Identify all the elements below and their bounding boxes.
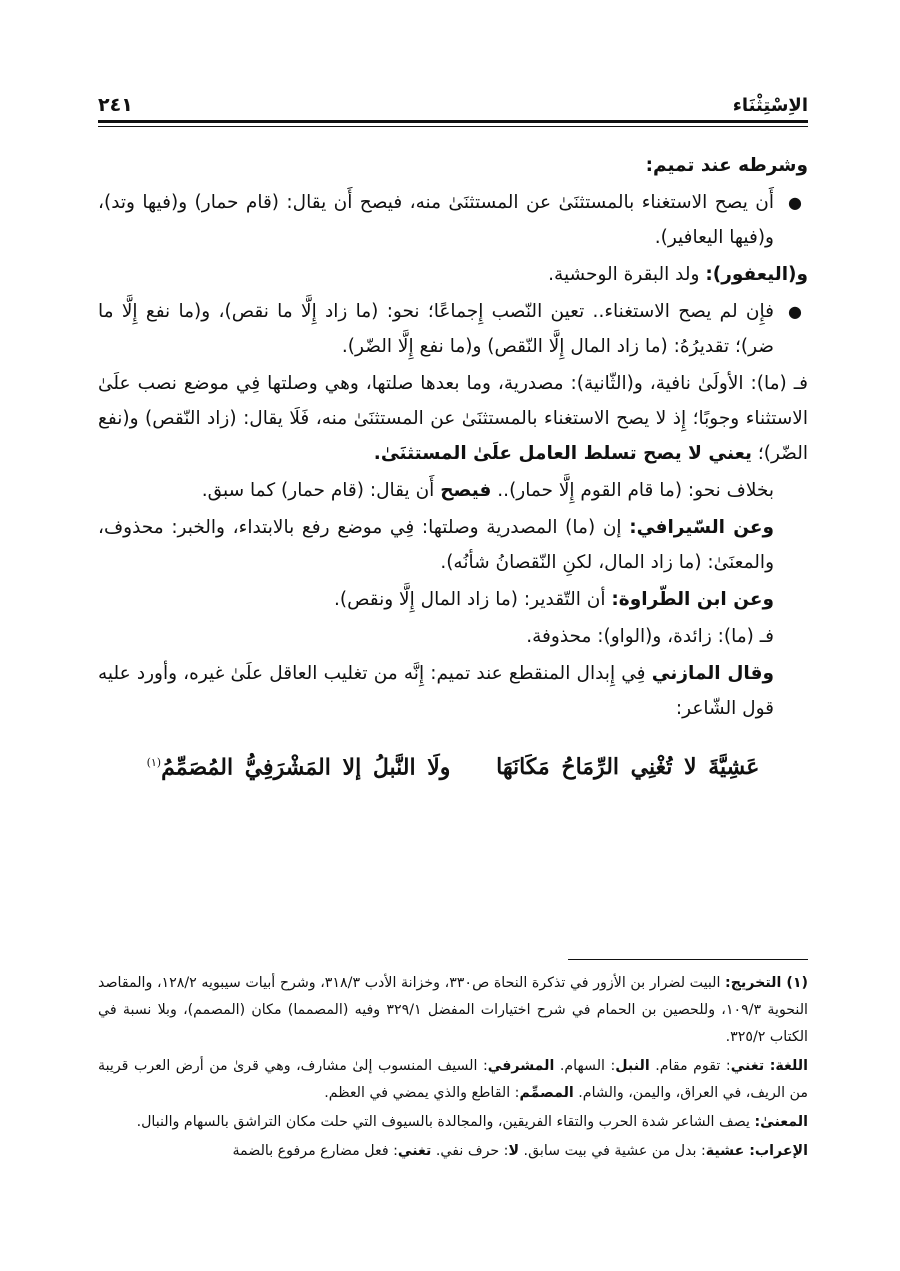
main-text [98, 148, 808, 786]
term-definition: ولد البقرة الوحشية. [548, 264, 706, 285]
paragraph-ibn-tarawa [98, 582, 808, 617]
paragraph-mazini [98, 656, 808, 726]
paragraph-yafur [98, 257, 808, 292]
paragraph-text: أن التّقدير: (ما زاد المال إِلَّا ونقص). [333, 589, 612, 610]
footnote-label: الإعراب: [749, 1143, 808, 1159]
glossary-definition: : حرف نفي. [431, 1143, 509, 1159]
scholar-name: وعن ابن الطّراوة: [611, 589, 774, 610]
footnote-maana [98, 1109, 808, 1136]
scholar-name: وعن السّيرافي: [629, 517, 774, 538]
chapter-title: الاِسْتِثْنَاء [732, 95, 808, 116]
paragraph-sirafi [98, 510, 808, 580]
footnote-lugha [98, 1053, 808, 1107]
paragraph-condition: وشرطه عند تميم: [645, 155, 808, 176]
bullet-text: أَن يصح الاستغناء بالمستثنَىٰ عن المستثنَىٰ منه، فيصح أَن يقال: (قام حمار) و(فيها وتد)، و(فيها اليعافير). [98, 192, 774, 248]
glossary-definition: : فعل مضارع مرفوع بالضمة [232, 1143, 398, 1159]
glossary-term: المشرفي [487, 1058, 555, 1074]
glossary-term: النبل [615, 1058, 650, 1074]
emphasis-text: يعني لا يصح تسلط العامل علَىٰ المستثنَىٰ. [373, 443, 752, 464]
paragraph-text: أَن يقال: (قام حمار) كما سبق. [201, 480, 441, 501]
poem-verse [98, 744, 808, 786]
bullet-icon: ● [788, 193, 802, 212]
glossary-definition: : بدل من عشية في بيت سابق. [519, 1143, 706, 1159]
footnote-label: المعنىٰ: [754, 1114, 808, 1130]
header-rule-thin [98, 126, 808, 127]
footnote-reference: (١) [146, 756, 162, 769]
footnote-label: اللغة: [769, 1058, 808, 1074]
glossary-term: لا [508, 1143, 520, 1159]
footnote-takhrij [98, 970, 808, 1051]
footnote-separator [568, 959, 808, 960]
term-label: و(اليعفور): [705, 264, 808, 285]
glossary-term: تغني [730, 1058, 765, 1074]
footnote-text: البيت لضرار بن الأزور في تذكرة النحاة ص٣٣٠، وخزانة الأدب ٣١٨/٣، وشرح أبيات سيبويه ١٢٨/٢، والمقاصد النحوية ١٠٩/٣، وللحصين بن الحمام في شرح اختيارات المفضل ٣٢٩/١ وفيه (المصمما) مكان (المصمم)، وبلا نسبة في الكتاب ٣٢٥/٢. [98, 975, 808, 1045]
footnotes [98, 970, 808, 1167]
paragraph-zaida: فـ (ما): زائدة، و(الواو): محذوفة. [526, 626, 774, 647]
footnote-irab [98, 1138, 808, 1165]
bullet-icon: ● [788, 302, 802, 321]
paragraph-ma-explanation [98, 366, 808, 471]
glossary-definition: : السهام. [554, 1058, 616, 1074]
footnote-label: (١) التخريج: [725, 975, 809, 991]
running-header [98, 82, 808, 116]
paragraph-text: بخلاف نحو: (ما قام القوم إِلَّا حمار).. [491, 480, 774, 501]
bullet-text: فإِن لم يصح الاستغناء.. تعين النّصب إِجماعًا؛ نحو: (ما زاد إِلَّا ما نقص)، و(ما نفع إِلَّا ما ضر)؛ تقديرُهُ: (ما زاد المال إِلَّا النّقص) و(ما نفع إِلَّا الضّر). [98, 301, 774, 357]
bullet-item [98, 185, 808, 255]
poem-hemistich-first: عَشِيَّةَ لا تُغْنِي الرِّمَاحُ مَكَانَهَا [496, 754, 760, 781]
paragraph-text: فـ (ما): الأولَىٰ نافية، و(الثّانية): مصدرية، وما بعدها صلتها، وهي وصلتها فِي موضع نصب علَىٰ الاستثناء وجوبًا؛ إِذ لا يصح الاستغناء بالمستثنَىٰ عن المستثنَىٰ منه، فَلَا يقال: (زاد النّقص) و(نفع الضّر)؛ [98, 373, 808, 464]
paragraph-text: فِي إِبدال المنقطع عند تميم: إِنَّه من تغليب العاقل علَىٰ غيره، وأورد عليه قول الشّاعر: [98, 663, 774, 719]
poem-hemistich-second: ولَا النَّبلُ إلا المَشْرَفِيُّ المُصَمِّمُ [161, 754, 451, 781]
glossary-term: تغني [397, 1143, 432, 1159]
glossary-definition: : تقوم مقام. [649, 1058, 731, 1074]
bullet-item [98, 294, 808, 364]
paragraph-text: إن (ما) المصدرية وصلتها: فِي موضع رفع بالابتداء، والخبر: محذوف، والمعنَىٰ: (ما زاد المال، لكنِ النّقصانُ شأنُه). [98, 517, 774, 573]
glossary-definition: : السيف المنسوب إلىٰ مشارف، وهي قرىٰ من أرض العرب قريبة من الريف، في العراق، واليمن، والشام. [98, 1058, 808, 1101]
footnote-text: يصف الشاعر شدة الحرب والتقاء الفريقين، والمجالدة بالسيوف التي حلت مكان التراشق بالسهام والنبال. [136, 1114, 755, 1130]
glossary-term: المصمِّم [519, 1085, 574, 1101]
glossary-definition: : القاطع والذي يمضي في العظم. [324, 1085, 520, 1101]
page-number: ٢٤١ [98, 94, 133, 116]
scholar-name: وقال المازني [651, 663, 774, 684]
emphasis-text: فيصح [440, 480, 492, 501]
header-rule-thick [98, 120, 808, 123]
glossary-term: عشية [705, 1143, 750, 1159]
paragraph-contrast [98, 473, 808, 508]
